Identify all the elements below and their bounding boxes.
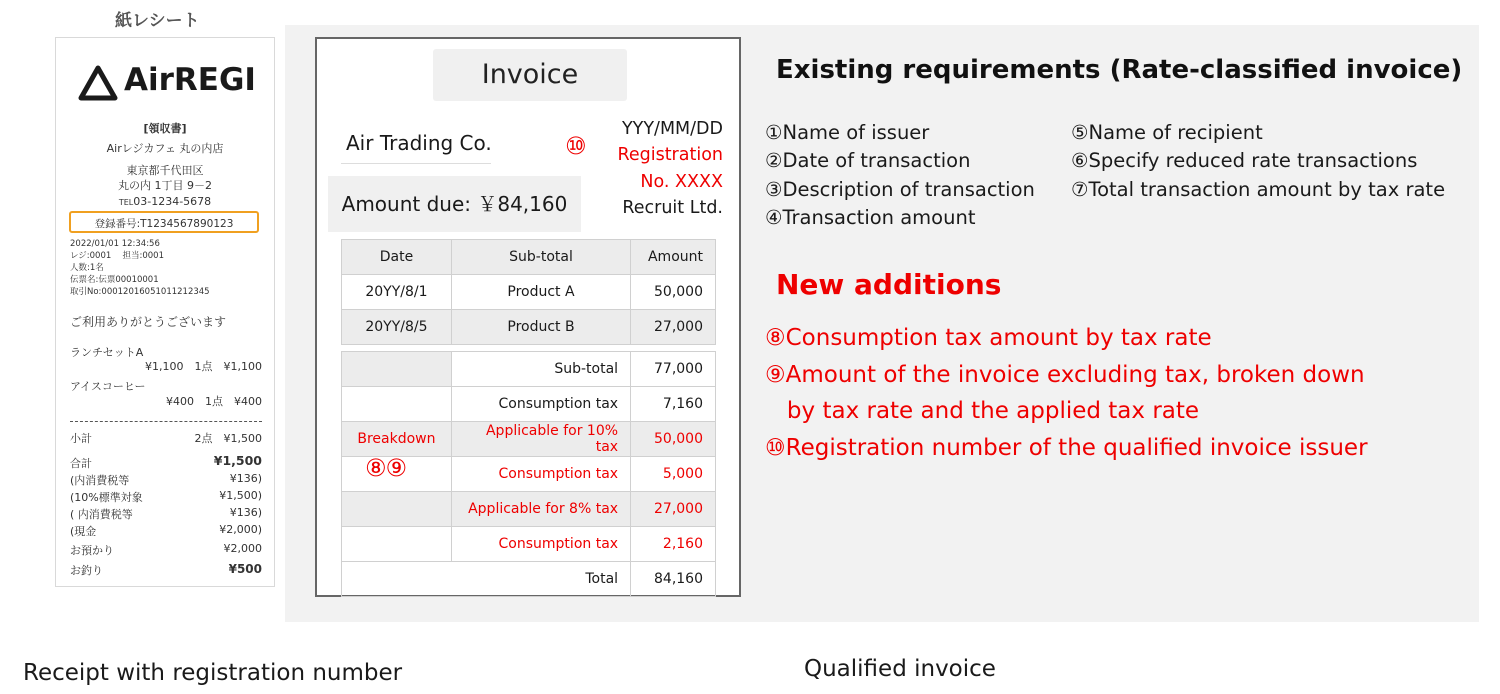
table-row [342, 275, 716, 310]
receipt-cash-label: (現金 [70, 525, 97, 538]
breakdown-label: Breakdown [342, 422, 452, 457]
tax8-row [342, 527, 716, 562]
receipt-item2-detail: ¥400 1点 ¥400 [166, 395, 262, 408]
empty-cell [342, 492, 452, 527]
receipt-std-value: ¥1,500) [219, 489, 262, 502]
airregi-logo [78, 62, 258, 102]
registration-line-2: No. XXXX [640, 172, 723, 192]
app10-value: 50,000 [631, 422, 716, 457]
new-item-9: ⑨Amount of the invoice excluding tax, broken down [765, 362, 1365, 388]
receipt-datetime: 2022/01/01 12:34:56 [70, 239, 160, 249]
triangle-logo-icon [78, 65, 118, 101]
receipt-tel [56, 195, 274, 208]
receipt-doc-type: [領収書] [143, 122, 187, 135]
app8-value: 27,000 [631, 492, 716, 527]
tax10-value: 5,000 [631, 457, 716, 492]
invoice-document [315, 37, 741, 597]
logo-text: AirREGI [124, 62, 256, 98]
receipt-item1-name: ランチセットA [70, 346, 144, 359]
new-item-8: ⑧Consumption tax amount by tax rate [765, 325, 1212, 351]
receipt-item2-name: アイスコーヒー [70, 380, 146, 393]
breakdown-8-row [342, 492, 716, 527]
tel-number: 03-1234-5678 [133, 195, 212, 208]
receipt-people: 人数:1名 [70, 263, 104, 273]
total-row [342, 562, 716, 597]
invoice-recipient: Recruit Ltd. [622, 198, 723, 218]
subtotal-label: Sub-total [451, 352, 630, 387]
receipt-address-2: 丸の内 1丁目 9－2 [118, 179, 212, 192]
table-header-row [342, 240, 716, 275]
receipt-bottom-caption: Receipt with registration number [23, 660, 403, 686]
invoice-issuer: Air Trading Co. [346, 131, 492, 155]
receipt-tax-incl2-value: ¥136) [229, 506, 262, 519]
tax10-label: Consumption tax [451, 457, 630, 492]
row-item: Product A [451, 275, 630, 310]
receipt-std-label: (10%標準対象 [70, 491, 143, 504]
total-label: Total [451, 562, 630, 597]
req-item-1: ①Name of issuer [765, 121, 930, 144]
receipt-tax-incl2-label: ( 内消費税等 [70, 508, 133, 521]
subtotal-value: 77,000 [631, 352, 716, 387]
invoice-table [341, 239, 716, 597]
total-value: 84,160 [631, 562, 716, 597]
row-amount: 27,000 [631, 310, 716, 345]
header-amount: Amount [631, 240, 716, 275]
empty-cell [342, 527, 452, 562]
issuer-underline [341, 163, 491, 164]
receipt-change-label: お釣り [70, 564, 103, 577]
receipt-thanks: ご利用ありがとうございます [70, 315, 227, 329]
new-item-9-cont: by tax rate and the applied tax rate [765, 398, 1200, 424]
receipt-tax-incl-label: (内消費税等 [70, 474, 130, 487]
receipt-total-value: ¥1,500 [213, 453, 262, 468]
receipt-tax-incl-value: ¥136) [229, 472, 262, 485]
invoice-bottom-caption: Qualified invoice [804, 656, 996, 682]
req-item-2: ②Date of transaction [765, 149, 971, 172]
req-item-3: ③Description of transaction [765, 178, 1035, 201]
req-item-6: ⑥Specify reduced rate transactions [1071, 149, 1418, 172]
receipt-total-label: 合計 [70, 457, 92, 470]
receipt-subtotal-label: 小計 [70, 432, 92, 445]
requirements-panel [747, 25, 1479, 622]
receipt-change-value: ¥500 [228, 562, 262, 576]
tax8-label: Consumption tax [451, 527, 630, 562]
new-additions-title: New additions [776, 268, 1002, 301]
tax-value: 7,160 [631, 387, 716, 422]
tax-row [342, 387, 716, 422]
req-item-4: ④Transaction amount [765, 206, 976, 229]
receipt-divider [70, 421, 262, 422]
receipt-address-1: 東京都千代田区 [126, 164, 204, 177]
registration-number-box: 登録番号:T1234567890123 [69, 211, 259, 233]
invoice-title: Invoice [433, 49, 627, 101]
registration-line-1: Registration [617, 145, 723, 165]
row-date: 20YY/8/1 [342, 275, 452, 310]
row-item: Product B [451, 310, 630, 345]
receipt-cash-value: ¥2,000) [219, 523, 262, 536]
header-date: Date [342, 240, 452, 275]
receipt-transaction: 取引No:00012016051011212345 [70, 287, 210, 297]
receipt-subtotal-value: 2点 ¥1,500 [194, 432, 262, 445]
app10-label: Applicable for 10% tax [451, 422, 630, 457]
table-row [342, 310, 716, 345]
paper-receipt [55, 37, 275, 587]
row-amount: 50,000 [631, 275, 716, 310]
existing-requirements-title: Existing requirements (Rate-classified invoice) [776, 55, 1463, 85]
breakdown-10-row [342, 422, 716, 457]
tax8-value: 2,160 [631, 527, 716, 562]
req-item-7: ⑦Total transaction amount by tax rate [1071, 178, 1446, 201]
app8-label: Applicable for 8% tax [451, 492, 630, 527]
receipt-deposit-label: お預かり [70, 544, 114, 557]
receipt-item1-detail: ¥1,100 1点 ¥1,100 [145, 360, 262, 373]
receipt-deposit-value: ¥2,000 [223, 542, 262, 555]
invoice-date: YYY/MM/DD [621, 119, 723, 139]
receipt-register: レジ:0001 担当:0001 [70, 251, 164, 261]
header-subtotal: Sub-total [451, 240, 630, 275]
empty-cell [342, 387, 452, 422]
receipt-store: Airレジカフェ 丸の内店 [106, 142, 224, 155]
table-gap [342, 345, 716, 352]
tel-prefix: TEL [118, 198, 134, 207]
empty-cell [342, 352, 452, 387]
marker-10: ⑩ [565, 132, 587, 160]
req-item-5: ⑤Name of recipient [1071, 121, 1263, 144]
receipt-slip: 伝票名:伝票00010001 [70, 275, 159, 285]
subtotal-row [342, 352, 716, 387]
tax-label: Consumption tax [451, 387, 630, 422]
amount-due: Amount due: ￥84,160 [328, 176, 581, 232]
row-date: 20YY/8/5 [342, 310, 452, 345]
empty-cell [342, 562, 452, 597]
new-item-10: ⑩Registration number of the qualified invoice issuer [765, 435, 1368, 461]
receipt-caption: 紙レシート [115, 11, 200, 31]
marker-8-9: ⑧⑨ [365, 454, 407, 482]
